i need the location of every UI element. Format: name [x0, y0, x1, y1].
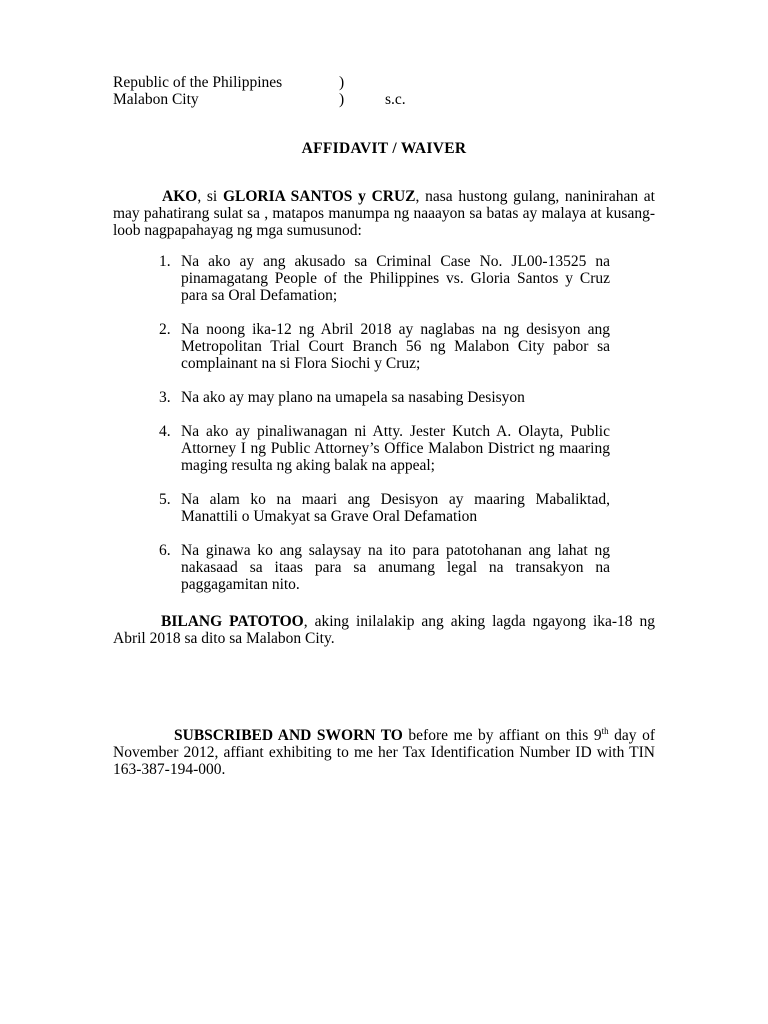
item-text: Na ako ay ang akusado sa Criminal Case No. JL00-13525 na pinamagatang People of the Philippines vs. Gloria Santos y Cruz para sa Oral Defamation; — [181, 253, 610, 304]
venue-line-2 — [113, 91, 673, 108]
item-number: 1. — [159, 253, 171, 270]
affiant-name: GLORIA SANTOS y CRUZ — [222, 188, 416, 205]
list-item — [113, 491, 610, 525]
list-item — [113, 321, 610, 372]
item-text: Na ginawa ko ang salaysay na ito para patotohanan ang lahat ng nakasaad sa itaas para sa anumang legal na transakyon na paggagamitan nito. — [181, 542, 610, 593]
attest-text: , aking inilalakip ang aking lagda ngayong ika-18 ng Abril 2018 sa dito sa Malabon City. — [113, 613, 655, 647]
item-number: 5. — [159, 491, 171, 508]
list-item — [113, 423, 610, 474]
item-number: 4. — [159, 423, 171, 440]
venue-republic: Republic of the Philippines — [113, 74, 283, 91]
jurat-ordinal: th — [601, 725, 609, 736]
list-item — [113, 253, 610, 304]
venue-paren-1: ) — [339, 74, 345, 91]
attest-lead: BILANG PATOTOO — [161, 613, 304, 630]
item-text: Na ako ay may plano na umapela sa nasabing Desisyon — [181, 389, 525, 406]
jurat-text-2: day of November 2012, affiant exhibiting to me her Tax Identification Number ID with TIN 163-387-194-000. — [113, 727, 655, 778]
item-number: 3. — [159, 389, 171, 406]
venue-block — [113, 74, 673, 108]
intro-text-1: , si — [197, 188, 223, 205]
venue-sc: s.c. — [385, 91, 406, 108]
jurat-lead: SUBSCRIBED AND SWORN TO — [174, 727, 403, 744]
list-item — [113, 389, 610, 406]
item-text: Na ako ay pinaliwanagan ni Atty. Jester Kutch A. Olayta, Public Attorney I ng Public Attorney’s Office Malabon District ng maaring maging resulta ng aking balak na appeal; — [181, 423, 610, 474]
jurat-text-1: before me by affiant on this 9 — [402, 727, 602, 744]
attestation-paragraph — [113, 613, 655, 647]
document-title: AFFIDAVIT / WAIVER — [301, 140, 467, 157]
intro-paragraph — [113, 188, 655, 239]
statements-list — [113, 253, 610, 610]
item-number: 2. — [159, 321, 171, 338]
item-text: Na noong ika-12 ng Abril 2018 ay naglabas na ng desisyon ang Metropolitan Trial Court Branch 56 ng Malabon City pabor sa complainant na si Flora Siochi y Cruz; — [181, 321, 610, 372]
venue-paren-2: ) — [339, 91, 345, 108]
venue-line-1 — [113, 74, 673, 91]
item-number: 6. — [159, 542, 171, 559]
venue-city: Malabon City — [113, 91, 199, 108]
item-text: Na alam ko na maari ang Desisyon ay maaring Mabaliktad, Manattili o Umakyat sa Grave Oral Defamation — [181, 491, 610, 525]
jurat-paragraph — [113, 727, 655, 778]
intro-text-2: , nasa hustong gulang, naninirahan at may pahatirang sulat sa , matapos manumpa ng naaayon sa batas ay malaya at kusang-loob nagpapahayag ng mga sumusunod: — [113, 188, 655, 239]
list-item — [113, 542, 610, 593]
intro-lead: AKO — [162, 188, 198, 205]
